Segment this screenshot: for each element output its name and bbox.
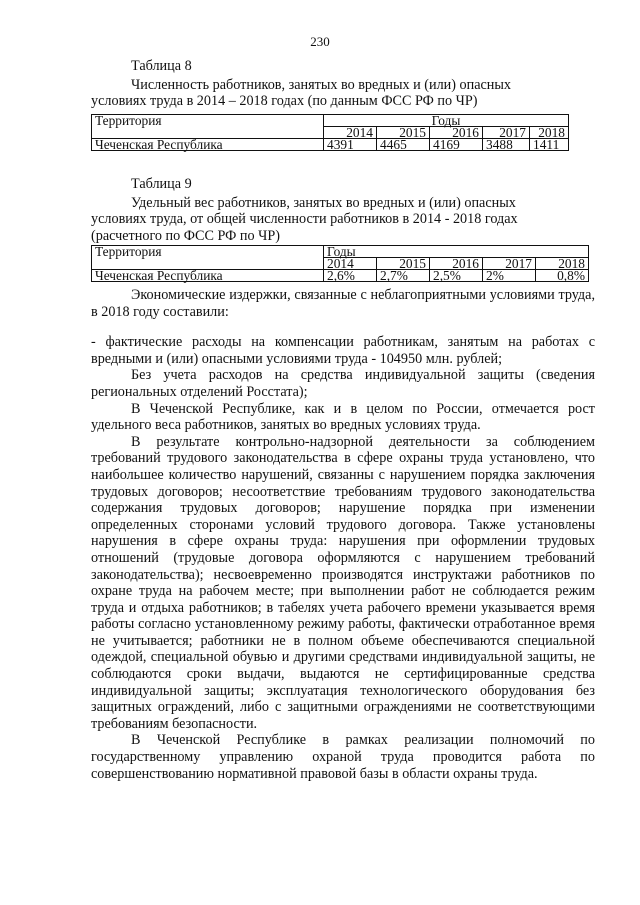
paragraph: Экономические издержки, связанные с неблагоприятными условиями труда, в 2018 году составили: <box>91 287 595 320</box>
paragraph: В Чеченской Республике, как и в целом по России, отмечается рост удельного веса работников, занятых во вредных условиях труда. <box>91 400 595 434</box>
table9-cell: 2,5% <box>430 270 483 282</box>
table9-year: 2015 <box>377 258 430 270</box>
table8-caption-line: условиях труда в 2014 – 2018 годах (по данным ФСС РФ по ЧР) <box>91 93 478 110</box>
table8 <box>91 114 569 151</box>
table9-caption-line: (расчетного по ФСС РФ по ЧР) <box>91 227 280 244</box>
table9-row-label: Чеченская Республика <box>92 270 324 282</box>
table9-year: 2016 <box>430 258 483 270</box>
table8-label: Таблица 8 <box>131 58 192 74</box>
table9-cell: 2,7% <box>377 270 430 282</box>
table8-row-label: Чеченская Республика <box>92 139 324 151</box>
paragraph: Без учета расходов на средства индивидуальной защиты (сведения региональных отделений Росстата); <box>91 367 595 400</box>
table9-caption <box>91 195 595 244</box>
table9-caption-line: условиях труда, от общей численности работников в 2014 - 2018 годах <box>91 211 518 228</box>
table8-year: 2014 <box>324 127 377 139</box>
table9-cell: 2% <box>483 270 536 282</box>
table9 <box>91 245 589 282</box>
table9-header-territory: Территория <box>92 246 324 270</box>
table8-cell: 4391 <box>324 139 377 151</box>
table9-header-years: Годы <box>324 246 589 258</box>
paragraph: В результате контрольно-надзорной деятельности за соблюдением требований трудового законодательства в сфере охраны труда установлено, что наибольшее количество нарушений, связанны с нарушением порядка заключения трудовых договоров; несоответствие требованиям трудового законодательства содержания трудовых договоров; нарушение порядка при изменении определенных сторонами условий трудового договора. Также установлены нарушения в сфере охраны труда: нарушения при оформлении трудовых отношений (трудовые договора оформляются с нарушением требований законодательства); несвоевременно производятся инструктажи работников по охране труда на рабочем месте; при выполнении работ не соблюдается режим труда и отдыха работников; в табелях учета рабочего времени указывается время работы согласно установленному режиму работы, фактически отработанное время не учитывается; работники не в полном объеме обеспечиваются специальной одеждой, специальной обувью и другими средствами индивидуальной защиты, не соблюдаются сроки выдачи, выдаются не сертифицированные средства индивидуальной защиты; эксплуатация технологического оборудования без защитных ограждений, либо с защитными ограждениями не соответствующими требованиям безопасности. <box>91 433 595 732</box>
table8-cell: 4465 <box>377 139 430 151</box>
body-text <box>91 287 595 782</box>
table8-caption <box>91 77 595 110</box>
table9-year: 2014 <box>324 258 377 270</box>
paragraph: В Чеченской Республике в рамках реализации полномочий по государственному управлению охраной труда проводится работа по совершенствованию нормативной правовой базы в области охраны труда. <box>91 732 595 782</box>
paragraph: - фактические расходы на компенсации работникам, занятым на работах с вредными и (или) опасными условиями труда - 104950 млн. рублей; <box>91 334 595 367</box>
table9-caption-line: Удельный вес работников, занятых во вредных и (или) опасных <box>131 195 516 211</box>
table8-caption-line: Численность работников, занятых во вредных и (или) опасных <box>131 77 512 93</box>
table8-year: 2016 <box>430 127 483 139</box>
table8-year: 2018 <box>530 127 569 139</box>
table9-cell: 2,6% <box>324 270 377 282</box>
page-number: 230 <box>310 34 330 49</box>
table8-year: 2017 <box>483 127 530 139</box>
table9-cell: 0,8% <box>536 270 589 282</box>
table8-cell: 3488 <box>483 139 530 151</box>
table8-header-territory: Территория <box>92 115 324 139</box>
table8-cell: 1411 <box>530 139 569 151</box>
table8-year: 2015 <box>377 127 430 139</box>
table9-year: 2018 <box>536 258 589 270</box>
table8-cell: 4169 <box>430 139 483 151</box>
table8-header-years: Годы <box>324 115 569 127</box>
table9-year: 2017 <box>483 258 536 270</box>
table9-label: Таблица 9 <box>131 176 192 192</box>
